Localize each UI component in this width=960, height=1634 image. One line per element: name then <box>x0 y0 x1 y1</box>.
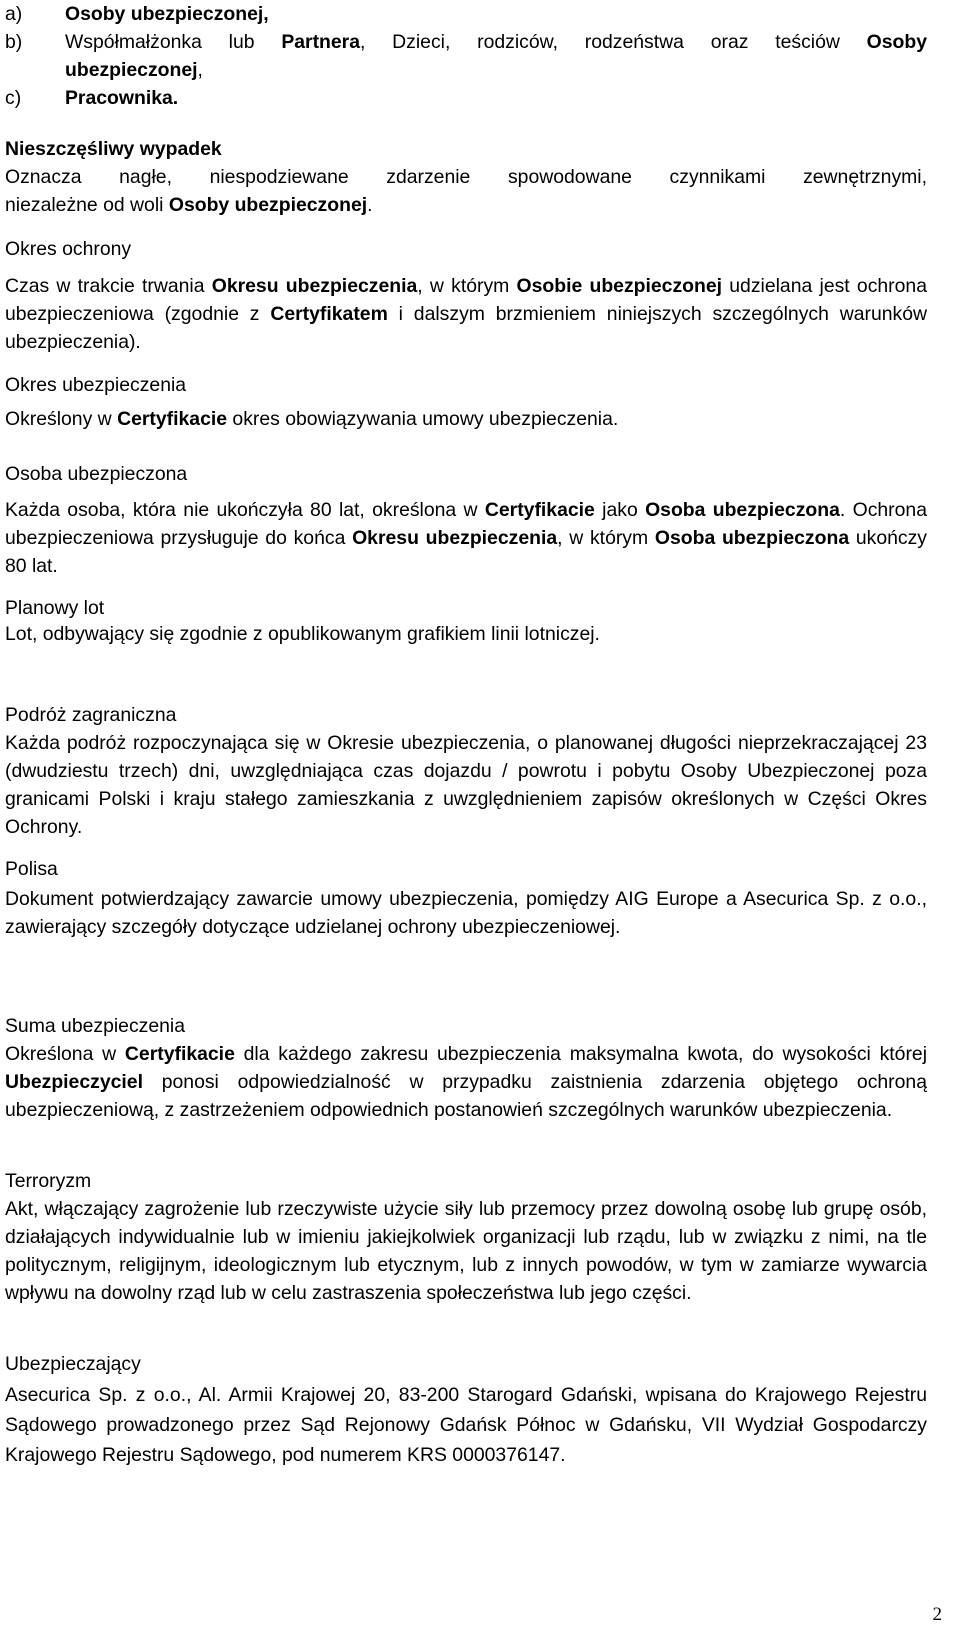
section-body <box>5 496 927 580</box>
list-marker: c) <box>5 87 22 109</box>
section-body <box>5 1040 927 1124</box>
section-term: Osoba ubezpieczona <box>645 499 840 521</box>
section-term: Okresu ubezpieczenia <box>211 275 418 297</box>
section-term: Osoba ubezpieczona <box>654 527 850 549</box>
section-text: Określony w <box>5 408 118 430</box>
section-heading: Terroryzm <box>5 1170 92 1192</box>
section-body: Asecurica Sp. z o.o., Al. Armii Krajowej 20, 83-200 Starogard Gdański, wpisana do Krajowego Rejestru Sądowego prowadzonego przez Sąd Rejonowy Gdańsk Północ w Gdańsku, VII Wydział Gospodarczy Krajowego Rejestru Sądowego, pod numerem KRS 0000376147. <box>5 1384 927 1466</box>
section-term: Osoby ubezpieczonej <box>168 194 368 216</box>
section-text: , w którym <box>557 527 655 549</box>
section-heading: Suma ubezpieczenia <box>5 1015 186 1037</box>
section-term: Certyfikacie <box>484 499 595 521</box>
list-text: Pracownika. <box>65 87 179 109</box>
section-heading: Planowy lot <box>5 597 105 619</box>
section-heading: Okres ubezpieczenia <box>5 374 187 396</box>
section-body <box>5 272 927 356</box>
section-term: Certyfikatem <box>270 303 388 325</box>
section-body: Lot, odbywający się zgodnie z opublikowanym grafikiem linii lotniczej. <box>5 623 600 645</box>
section-heading: Polisa <box>5 858 58 880</box>
section-text: udzielana jest ochrona ubezpieczeniowa (zgodnie z <box>5 275 927 325</box>
section-text: jako <box>594 499 646 521</box>
section-term: Okresu ubezpieczenia <box>352 527 558 549</box>
section-heading: Osoba ubezpieczona <box>5 463 188 485</box>
list-term: Osoby <box>866 31 927 53</box>
list-marker: a) <box>5 3 23 25</box>
section-body: Akt, włączający zagrożenie lub rzeczywiste użycie siły lub przemocy przez dowolną osobę lub grupę osób, działających indywidualnie lub w imieniu jakiejkolwiek organizacji lub rządu, lub w związku z nimi, na tle politycznym, religijnym, ideologicznym lub etycznym, lub z innych powodów, w tym w zamiarze wywarcia wpływu na dowolny rząd lub w celu zastraszenia społeczeństwa lub jego części. <box>5 1198 927 1304</box>
section-text: , w którym <box>417 275 517 297</box>
section-text: ukończy 80 lat. <box>5 527 927 577</box>
section-body <box>5 163 927 219</box>
section-body: Każda podróż rozpoczynająca się w Okresie ubezpieczenia, o planowanej długości nieprzekraczającej 23 (dwudziestu trzech) dni, uwzględniająca czas dojazdu / powrotu i pobytu Osoby Ubezpieczonej poza granicami Polski i kraju stałego zamieszkania z uwzględnieniem zapisów określonych w Części Okres Ochrony. <box>5 732 927 838</box>
section-heading: Nieszczęśliwy wypadek <box>5 138 222 160</box>
section-term: Osobie ubezpieczonej <box>516 275 723 297</box>
section-body: Dokument potwierdzający zawarcie umowy ubezpieczenia, pomiędzy AIG Europe a Asecurica Sp. z o.o., zawierający szczegóły dotyczące udzielanej ochrony ubezpieczeniowej. <box>5 888 927 938</box>
page-number: 2 <box>932 1604 942 1625</box>
list-text: Osoby ubezpieczonej, <box>65 3 269 25</box>
list-text: , <box>197 59 203 81</box>
list-text: Współmałżonka lub <box>65 31 282 53</box>
section-text: Czas w trakcie trwania <box>5 275 212 297</box>
section-text: . <box>367 194 373 216</box>
section-text: niezależne od woli <box>5 194 169 216</box>
section-text: okres obowiązywania umowy ubezpieczenia. <box>227 408 619 430</box>
list-text: , Dzieci, rodziców, rodzeństwa oraz teściów <box>360 31 867 53</box>
section-term: Ubezpieczyciel <box>5 1071 143 1093</box>
list-term: ubezpieczonej <box>65 59 198 81</box>
section-text: Każda osoba, która nie ukończyła 80 lat, określona w <box>5 499 485 521</box>
section-heading: Ubezpieczający <box>5 1353 141 1375</box>
list-term: Partnera <box>281 31 360 53</box>
section-term: Certyfikacie <box>124 1043 235 1065</box>
section-line: Oznacza nagłe, niespodziewane zdarzenie spowodowane czynnikami zewnętrznymi, <box>5 166 927 188</box>
section-text: ponosi odpowiedzialność w przypadku zaistnienia zdarzenia objętego ochroną ubezpieczeniową, z zastrzeżeniem odpowiednich postanowień szczególnych warunków ubezpieczenia. <box>5 1071 927 1121</box>
section-text: i dalszym brzmieniem niniejszych szczególnych warunków ubezpieczenia). <box>5 303 927 353</box>
section-term: Certyfikacie <box>117 408 228 430</box>
list-marker: b) <box>5 31 23 53</box>
section-body <box>5 405 927 433</box>
section-heading: Podróż zagraniczna <box>5 704 177 726</box>
section-heading: Okres ochrony <box>5 238 132 260</box>
section-text: dla każdego zakresu ubezpieczenia maksymalna kwota, do wysokości której <box>234 1043 927 1065</box>
section-text: Określona w <box>5 1043 125 1065</box>
section-text: . Ochrona ubezpieczeniowa przysługuje do końca <box>5 499 927 549</box>
